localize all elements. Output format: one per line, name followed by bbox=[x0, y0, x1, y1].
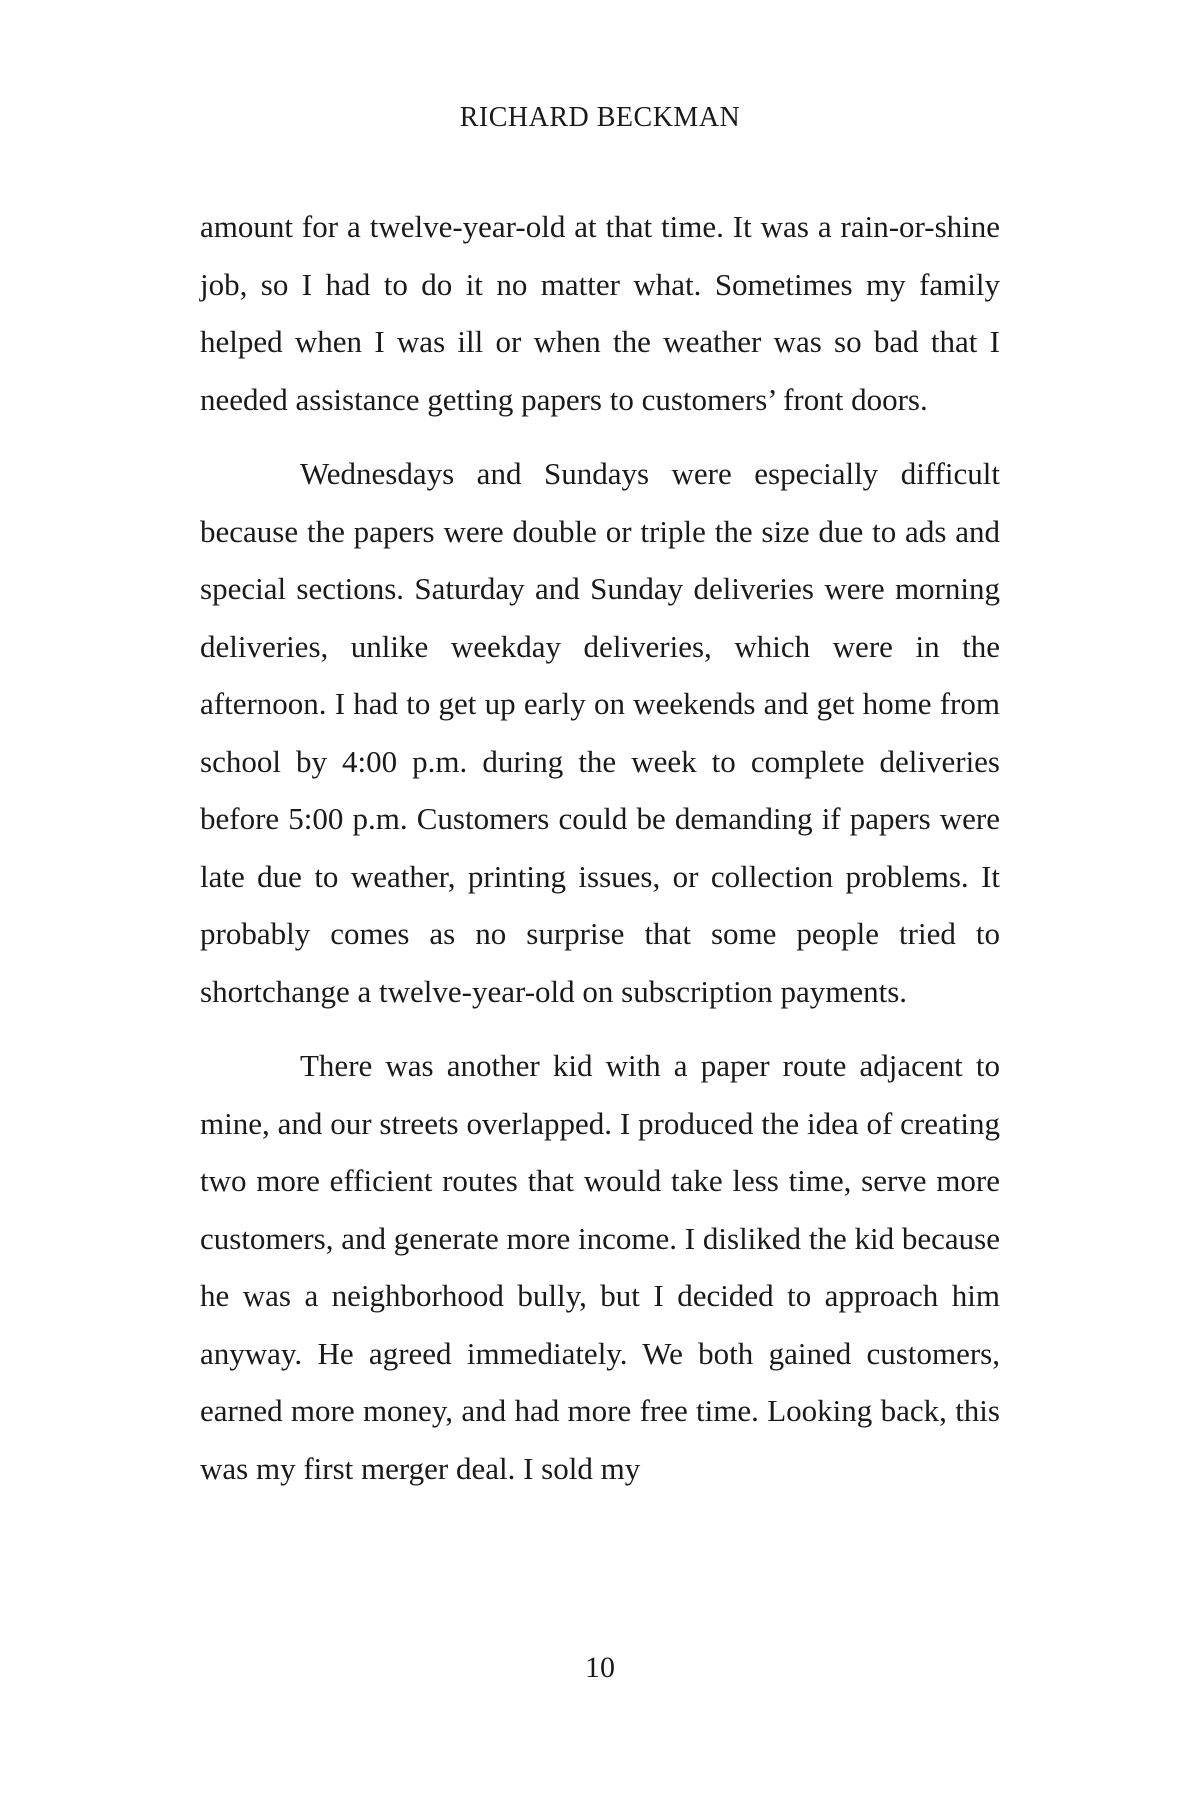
paragraph: Wednesdays and Sundays were especially difficult because the papers were double or triple the size due to ads and special sections. Saturday and Sunday deliveries were morning deliveries, unlike weekday deliveries, which were in the afternoon. I had to get up early on weekends and get home from school by 4:00 p.m. during the week to complete deliveries before 5:00 p.m. Customers could be demanding if papers were late due to weather, printing issues, or collection problems. It probably comes as no surprise that some people tried to shortchange a twelve-year-old on subscription payments. bbox=[200, 456, 1000, 1009]
running-head: RICHARD BECKMAN bbox=[459, 102, 741, 133]
paragraph: amount for a twelve-year-old at that time. It was a rain-or-shine job, so I had to do it no matter what. Sometimes my family helped when I was ill or when the weather was so bad that I needed assistance getting papers to customers’ front doors. bbox=[200, 209, 1000, 417]
page-number: 10 bbox=[585, 1651, 615, 1684]
body-text bbox=[200, 198, 1000, 1514]
paragraph: There was another kid with a paper route adjacent to mine, and our streets overlapped. I produced the idea of creating two more efficient routes that would take less time, serve more customers, and generate more income. I disliked the kid because he was a neighborhood bully, but I decided to approach him anyway. He agreed immediately. We both gained customers, earned more money, and had more free time. Looking back, this was my first merger deal. I sold my bbox=[200, 1048, 1000, 1486]
